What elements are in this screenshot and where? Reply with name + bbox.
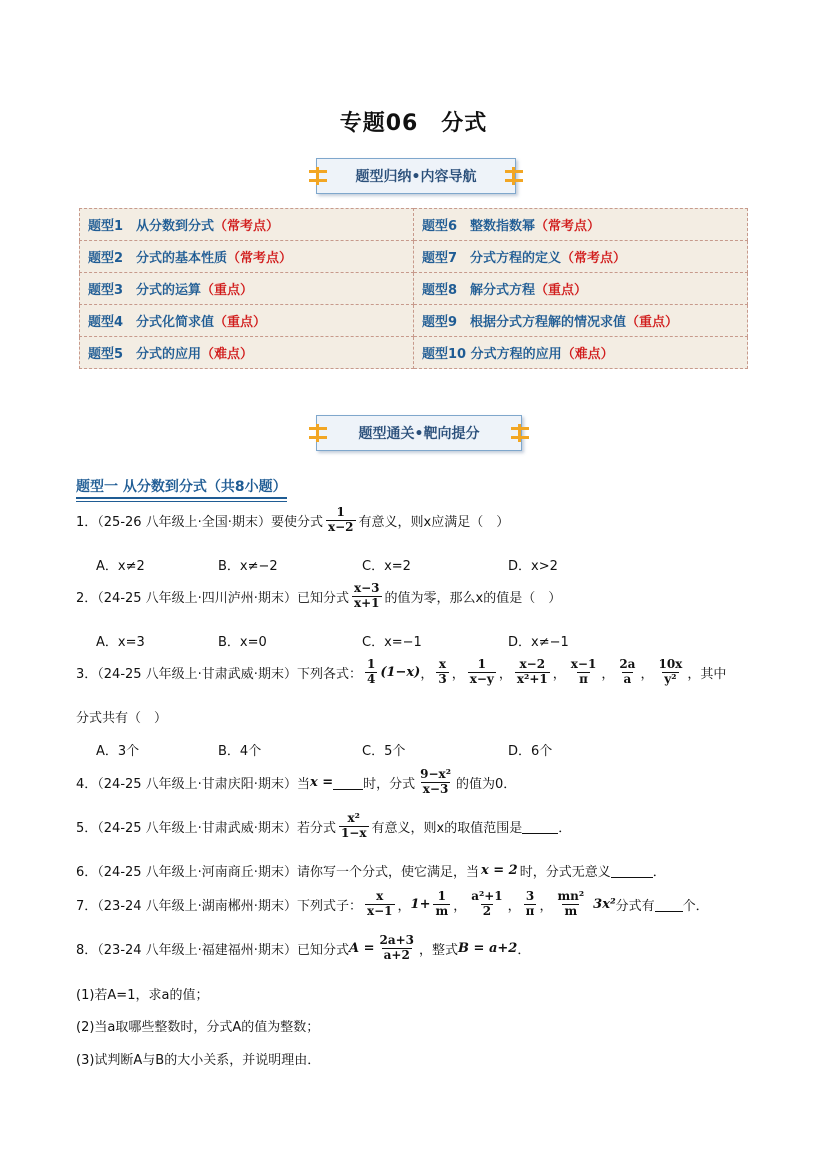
q1-option-c: C．x=2 bbox=[362, 559, 411, 574]
fraction: $\frac{x}{3}$ bbox=[438, 657, 447, 686]
nav-item-label: 题型7 分式方程的定义 bbox=[422, 251, 562, 266]
ornament-right-icon bbox=[511, 427, 529, 439]
nav-row bbox=[80, 337, 748, 369]
fraction: $\frac{2a}{a}$ bbox=[619, 657, 636, 686]
q1-option-b: B．x≠−2 bbox=[218, 559, 278, 574]
answer-blank[interactable] bbox=[655, 897, 683, 912]
nav-item[interactable] bbox=[414, 337, 748, 369]
question-4: 4．（24-25 八年级上·甘肃庆阳·期末）当 x = 时，分式 $\frac{\text{9−x²}}{x-3}$ 的值为0． bbox=[76, 767, 517, 796]
expression-list bbox=[362, 890, 589, 919]
question-3: 3．（24-25 八年级上·甘肃武威·期末）下列各式： $\frac{1}{4}$ (1−x) ， $\frac{x}{3}$ ， $\frac{1}{x-y}$ ， $\frac{x-2}{\text{x²+1}}$ ， $\frac{x-1}{\pi}$ ， $\frac{2a}{a}$ ， $\frac{10x}{\text{y²}}$ ，其中 bbox=[76, 657, 727, 686]
practice-banner-label: 题型通关•靶向提分 bbox=[358, 426, 480, 442]
nav-item[interactable] bbox=[80, 305, 414, 337]
question-1: 1．（25-26 八年级上·全国·期末）要使分式 $\frac{1}{x-2}$ 有意义，则x应满足（ ） bbox=[76, 505, 510, 534]
separator: ， bbox=[507, 898, 521, 914]
nav-item[interactable] bbox=[80, 273, 414, 305]
fraction: $\frac{1}{m}$ bbox=[435, 889, 449, 918]
q2-option-b: B．x=0 bbox=[218, 635, 267, 650]
section-title: 题型一 从分数到分式（共8小题） bbox=[76, 476, 287, 499]
separator: ， bbox=[397, 898, 411, 914]
q3-option-a: A．3个 bbox=[96, 744, 140, 759]
topic-navigation-table bbox=[79, 208, 748, 369]
nav-banner bbox=[316, 158, 516, 194]
question-7: 7．（23-24 八年级上·湖南郴州·期末）下列式子： $\frac{x}{x-1}$ ， 1+ $\frac{1}{m}$ ， $\frac{\text{a²+1}}{2}$ ， $\frac{3}{\pi}$ ， $\frac{\text{mn²}}{m}$ 3x² 分式有 个． bbox=[76, 889, 709, 918]
question-8-part-1: (1)若A=1，求a的值； bbox=[76, 988, 209, 1003]
nav-item-label: 题型5 分式的应用 bbox=[88, 347, 202, 362]
q2-option-a: A．x=3 bbox=[96, 635, 145, 650]
nav-item-label: 题型4 分式化简求值 bbox=[88, 315, 215, 330]
answer-blank[interactable] bbox=[333, 775, 363, 790]
nav-item-tag: （常考点） bbox=[535, 219, 601, 234]
nav-item-tag: （重点） bbox=[201, 283, 254, 298]
expression-list bbox=[362, 658, 687, 687]
q3-option-d: D．6个 bbox=[508, 744, 553, 759]
nav-item[interactable] bbox=[414, 273, 748, 305]
fraction: $\frac{10x}{\text{y²}}$ bbox=[658, 657, 683, 686]
fraction: $\frac{1}{x-y}$ bbox=[469, 657, 494, 686]
nav-item-tag: （难点） bbox=[561, 347, 614, 362]
question-8: 8．（23-24 八年级上·福建福州·期末）已知分式 A = $\frac{2a+3}{a+2}$ ，整式 B = a+2 ． bbox=[76, 933, 531, 962]
q1-option-d: D．x>2 bbox=[508, 559, 558, 574]
nav-item-label: 题型8 解分式方程 bbox=[422, 283, 536, 298]
nav-item-label: 题型3 分式的运算 bbox=[88, 283, 202, 298]
fraction: $\frac{x-2}{\text{x²+1}}$ bbox=[516, 657, 548, 686]
answer-blank[interactable] bbox=[611, 863, 653, 878]
nav-item-tag: （重点） bbox=[535, 283, 588, 298]
q1-option-a: A．x≠2 bbox=[96, 559, 145, 574]
nav-item-label: 题型1 从分数到分式 bbox=[88, 219, 215, 234]
nav-item-label: 题型9 根据分式方程解的情况求值 bbox=[422, 315, 627, 330]
nav-row bbox=[80, 209, 748, 241]
fraction: $\frac{\text{mn²}}{m}$ bbox=[557, 889, 585, 918]
nav-item-tag: （重点） bbox=[214, 315, 267, 330]
question-3-line2: 分式共有（ ） bbox=[76, 711, 168, 726]
expression-lead: 1+ bbox=[410, 896, 431, 912]
nav-item-tag: （重点） bbox=[626, 315, 679, 330]
practice-banner bbox=[316, 415, 522, 451]
separator: ， bbox=[420, 666, 434, 682]
q3-option-b: B．4个 bbox=[218, 744, 262, 759]
nav-banner-label: 题型归纳•内容导航 bbox=[355, 169, 477, 185]
q2-option-d: D．x≠−1 bbox=[508, 635, 569, 650]
nav-row bbox=[80, 305, 748, 337]
nav-item-label: 题型6 整数指数幂 bbox=[422, 219, 536, 234]
q3-option-c: C．5个 bbox=[362, 744, 406, 759]
answer-blank[interactable] bbox=[522, 819, 558, 834]
fraction: $\frac{1}{x-2}$ bbox=[327, 505, 354, 534]
ornament-left-icon bbox=[309, 170, 327, 182]
fraction: $\frac{x-3}{x+1}$ bbox=[353, 581, 380, 610]
fraction: $\frac{\text{x²}}{1-x}$ bbox=[340, 811, 367, 840]
fraction: $\frac{1}{4}$ bbox=[366, 657, 376, 686]
question-8-part-3: (3)试判断A与B的大小关系，并说明理由． bbox=[76, 1053, 321, 1068]
separator: ， bbox=[453, 898, 467, 914]
question-2: 2．（24-25 八年级上·四川泸州·期末）已知分式 $\frac{x-3}{x+1}$ 的值为零，那么x的值是（ ） bbox=[76, 581, 562, 610]
fraction: $\frac{\text{a²+1}}{2}$ bbox=[471, 889, 503, 918]
separator: ， bbox=[498, 666, 512, 682]
nav-item-tag: （常考点） bbox=[227, 251, 293, 266]
nav-item-label: 题型10 分式方程的应用 bbox=[422, 347, 562, 362]
nav-item-tag: （常考点） bbox=[561, 251, 627, 266]
nav-row bbox=[80, 241, 748, 273]
separator: ， bbox=[539, 898, 553, 914]
fraction: $\frac{x-1}{\pi}$ bbox=[570, 657, 597, 686]
fraction: $\frac{2a+3}{a+2}$ bbox=[379, 933, 414, 962]
nav-item[interactable] bbox=[80, 241, 414, 273]
nav-item-tag: （常考点） bbox=[214, 219, 280, 234]
q2-option-c: C．x=−1 bbox=[362, 635, 422, 650]
question-8-part-2: (2)当a取哪些整数时，分式A的值为整数； bbox=[76, 1020, 320, 1035]
separator: ， bbox=[640, 666, 654, 682]
question-5: 5．（24-25 八年级上·甘肃武威·期末）若分式 $\frac{\text{x²}}{1-x}$ 有意义，则x的取值范围是 ． bbox=[76, 811, 572, 840]
fraction: $\frac{3}{\pi}$ bbox=[525, 889, 535, 918]
page-title: 专题06 分式 bbox=[339, 111, 488, 136]
nav-item-tag: （难点） bbox=[201, 347, 254, 362]
nav-item[interactable] bbox=[80, 337, 414, 369]
separator: ， bbox=[601, 666, 615, 682]
nav-item[interactable] bbox=[80, 209, 414, 241]
nav-row bbox=[80, 273, 748, 305]
question-6: 6．（24-25 八年级上·河南商丘·期末）请你写一个分式，使它满足，当 x = 2 时，分式无意义 ． bbox=[76, 863, 666, 880]
fraction: $\frac{x}{x-1}$ bbox=[366, 889, 393, 918]
separator: ， bbox=[552, 666, 566, 682]
nav-item-label: 题型2 分式的基本性质 bbox=[88, 251, 228, 266]
nav-item[interactable] bbox=[414, 209, 748, 241]
nav-item[interactable] bbox=[414, 305, 748, 337]
ornament-left-icon bbox=[309, 427, 327, 439]
ornament-right-icon bbox=[505, 170, 523, 182]
nav-item[interactable] bbox=[414, 241, 748, 273]
fraction: $\frac{\text{9−x²}}{x-3}$ bbox=[420, 767, 451, 796]
expression-tail: (1−x) bbox=[380, 664, 421, 680]
separator: ， bbox=[451, 666, 465, 682]
